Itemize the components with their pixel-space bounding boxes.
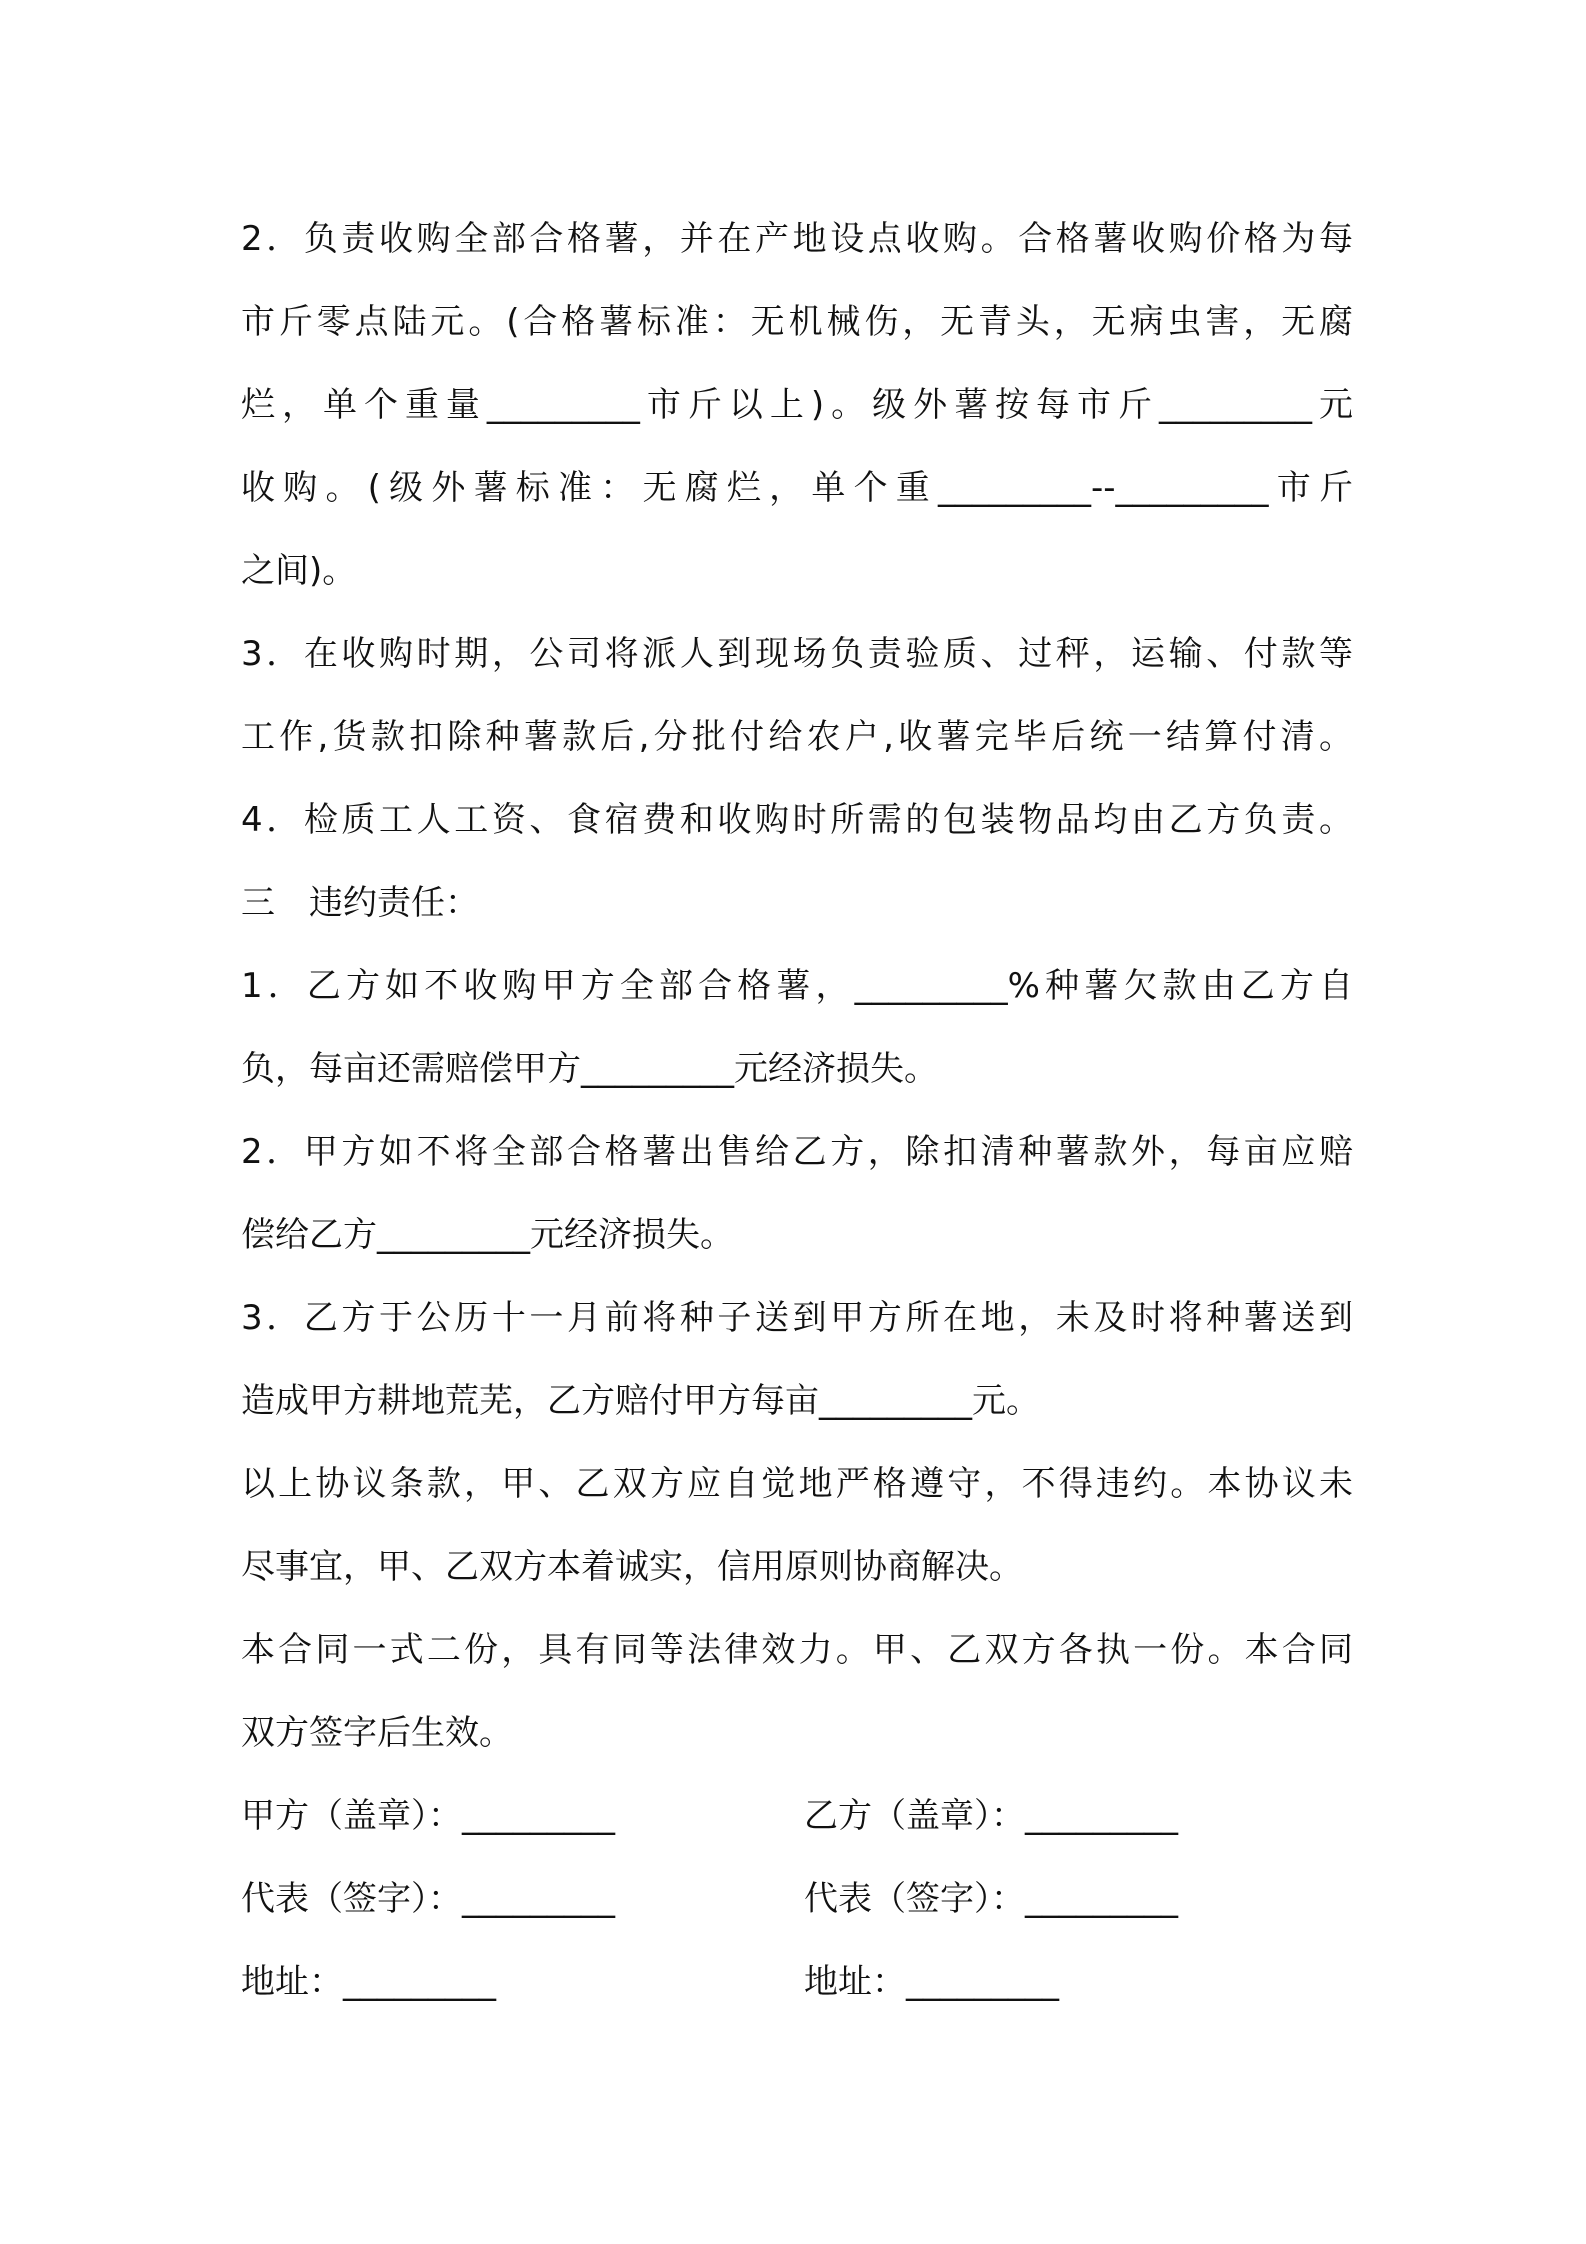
clause-line: 负，每亩还需赔偿甲方_________元经济损失。 <box>241 1049 938 1089</box>
clause-line: 2．负责收购全部合格薯，并在产地设点收购。合格薯收购价格为每 <box>241 219 1353 259</box>
party-a-seal-field: 甲方（盖章）：_________ <box>241 1796 615 1836</box>
signature-row-address <box>241 1941 1353 2024</box>
clause-line: 烂，单个重量_________市斤以上)。级外薯按每市斤_________元 <box>241 385 1353 425</box>
party-a-representative-field: 代表（签字）：_________ <box>241 1879 615 1919</box>
party-b-address-field: 地址：_________ <box>804 1962 1059 2002</box>
clause-line: 偿给乙方_________元经济损失。 <box>241 1215 734 1255</box>
party-b-seal-field: 乙方（盖章）：_________ <box>804 1796 1178 1836</box>
clause-line: 2．甲方如不将全部合格薯出售给乙方，除扣清种薯款外，每亩应赔 <box>241 1132 1353 1172</box>
clause-line: 双方签字后生效。 <box>241 1713 513 1753</box>
clause-line: 3．乙方于公历十一月前将种子送到甲方所在地，未及时将种薯送到 <box>241 1298 1353 1338</box>
clause-line: 以上协议条款，甲、乙双方应自觉地严格遵守，不得违约。本协议未 <box>241 1464 1353 1504</box>
contract-page <box>241 198 1353 2024</box>
clause-line: 3．在收购时期，公司将派人到现场负责验质、过秤，运输、付款等 <box>241 634 1353 674</box>
clause-line: 4．检质工人工资、食宿费和收购时所需的包装物品均由乙方负责。 <box>241 800 1353 840</box>
clause-line: 收购。(级外薯标准：无腐烂，单个重_________--_________市斤 <box>241 468 1353 508</box>
clause-line: 之间)。 <box>241 551 357 591</box>
signature-row-seal <box>241 1775 1353 1858</box>
clause-line: 市斤零点陆元。(合格薯标准：无机械伤，无青头，无病虫害，无腐 <box>241 302 1353 342</box>
clause-line: 工作,货款扣除种薯款后,分批付给农户,收薯完毕后统一结算付清。 <box>241 717 1353 757</box>
party-a-address-field: 地址：_________ <box>241 1962 496 2002</box>
clause-line: 本合同一式二份，具有同等法律效力。甲、乙双方各执一份。本合同 <box>241 1630 1353 1670</box>
signature-row-representative <box>241 1858 1353 1941</box>
clause-line: 尽事宜，甲、乙双方本着诚实，信用原则协商解决。 <box>241 1547 1023 1587</box>
clause-line: 1．乙方如不收购甲方全部合格薯，_________%种薯欠款由乙方自 <box>241 966 1353 1006</box>
clause-line: 造成甲方耕地荒芜，乙方赔付甲方每亩_________元。 <box>241 1381 1040 1421</box>
section-heading: 三 违约责任： <box>241 883 479 923</box>
party-b-representative-field: 代表（签字）：_________ <box>804 1879 1178 1919</box>
